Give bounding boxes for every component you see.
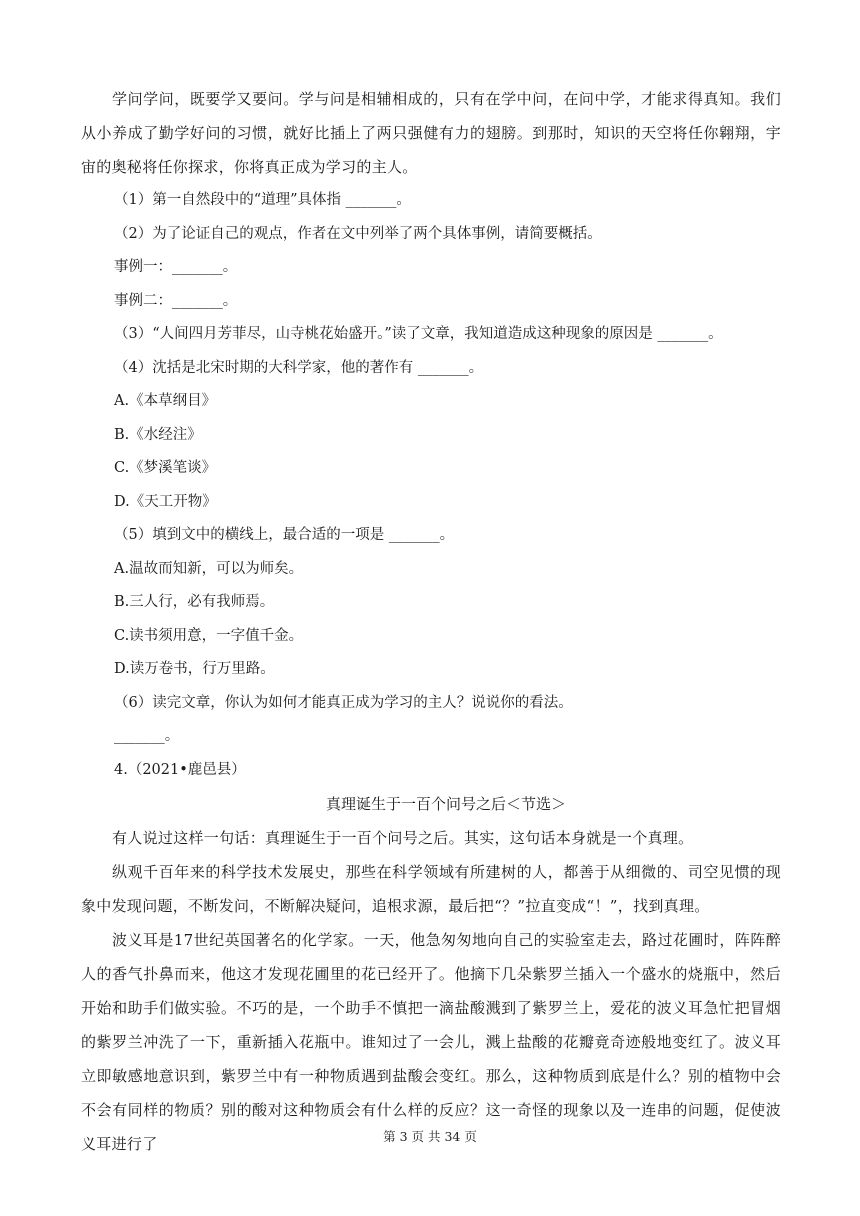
section-4-title: 真理诞生于一百个问号之后＜节选＞ [325, 795, 566, 813]
section-4-paragraph-3: 波义耳是17世纪英国著名的化学家。一天，他急匆匆地向自己的实验室走去，路过花圃时，阵阵醉人的香气扑鼻而来，他这才发现花圃里的花已经开了。他摘下几朵紫罗兰插入一个盛水的烧瓶中，然后开始和助手们做实验。不巧的是，一个助手不慎把一滴盐酸溅到了紫罗兰上，爱花的波义耳急忙把冒烟的紫罗兰冲洗了一下，重新插入花瓶中。谁知过了一会儿，溅上盐酸的花瓣竟奇迹般地变红了。波义耳立即敏感地意识到，紫罗兰中有一种物质遇到盐酸会变红。那么，这种物质到底是什么？别的植物中会不会有同样的物质？别的酸对这种物质会有什么样的反应？这一奇怪的现象以及一连串的问题，促使波义耳进行了 [81, 931, 781, 1153]
question-3: （3）“人间四月芳菲尽，山寺桃花始盛开。”读了文章，我知道造成这种现象的原因是 _______。 [114, 326, 723, 342]
question-4-option-a: A.《本草纲目》 [114, 393, 217, 409]
question-1: （1）第一自然段中的“道理”具体指 _______。 [114, 192, 411, 208]
question-4-option-b: B.《水经注》 [114, 426, 202, 443]
question-4: （4）沈括是北宋时期的大科学家，他的著作有 _______。 [114, 359, 484, 376]
question-2: （2）为了论证自己的观点，作者在文中列举了两个具体事例，请简要概括。 [114, 225, 602, 242]
question-5-option-c: C.读书须用意，一字值千金。 [114, 627, 304, 644]
question-4-option-c: C.《梦溪笔谈》 [114, 460, 217, 476]
page-content [81, 82, 781, 1161]
question-6-answer-blank: _______。 [114, 728, 180, 744]
section-4-number: 4.（2021•鹿邑县） [114, 761, 246, 778]
question-2-example-1: 事例一：_______。 [114, 259, 238, 275]
page-footer: 第 3 页 共 34 页 [383, 1129, 477, 1144]
question-4-option-d: D.《天工开物》 [114, 493, 217, 510]
question-5-option-d: D.读万卷书，行万里路。 [114, 661, 275, 677]
question-5-option-b: B.三人行，必有我师焉。 [114, 594, 275, 610]
section-4-paragraph-1: 有人说过这样一句话：真理诞生于一百个问号之后。其实，这句话本身就是一个真理。 [112, 829, 694, 847]
question-5-option-a: A.温故而知新，可以为师矣。 [114, 560, 304, 577]
question-6: （6）读完文章，你认为如何才能真正成为学习的主人？说说你的看法。 [114, 694, 573, 711]
question-5: （5）填到文中的横线上，最合适的一项是 _______。 [114, 527, 455, 543]
section-4-paragraph-2: 纵观千百年来的科学技术发展史，那些在科学领域有所建树的人，都善于从细微的、司空见惯的现象中发现问题，不断发问，不断解决疑问，追根求源，最后把“？”拉直变成“！”，找到真理。 [81, 863, 781, 915]
intro-paragraph: 学问学问，既要学又要问。学与问是相辅相成的，只有在学中问，在问中学，才能求得真知。我们从小养成了勤学好问的习惯，就好比插上了两只强健有力的翅膀。到那时，知识的天空将任你翱翔，宇宙的奥秘将任你探求，你将真正成为学习的主人。 [81, 90, 781, 176]
question-2-example-2: 事例二：_______。 [114, 292, 238, 309]
